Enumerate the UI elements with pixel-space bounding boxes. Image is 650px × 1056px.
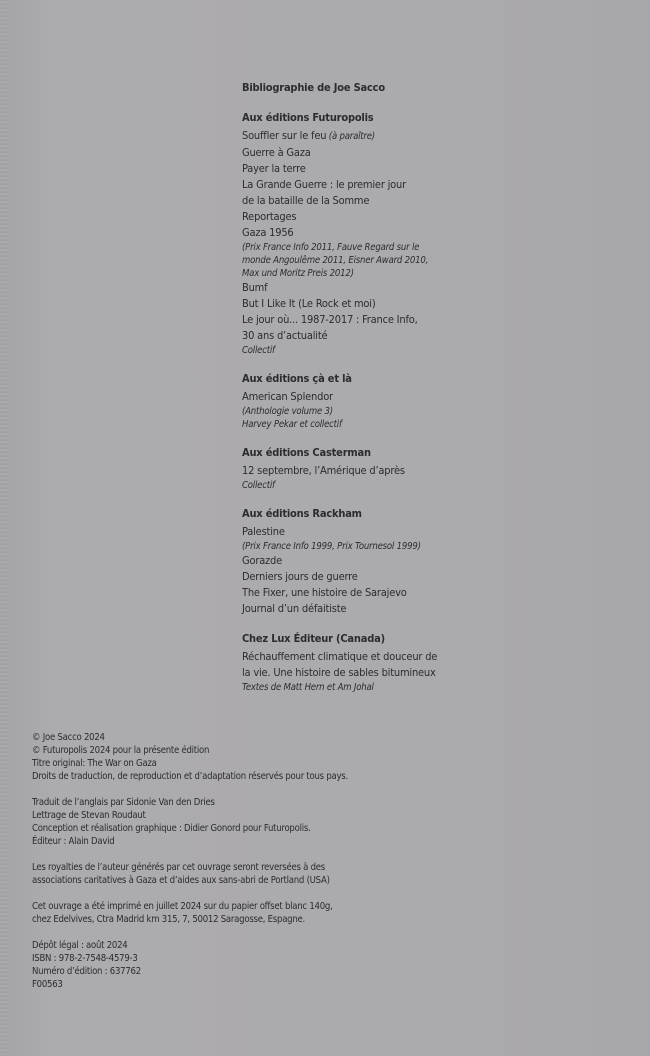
book-title-line: Derniers jours de guerre bbox=[242, 570, 358, 583]
bibliography-section bbox=[242, 110, 622, 357]
book-entry bbox=[242, 225, 622, 280]
book-note: Harvey Pekar et collectif bbox=[242, 419, 342, 430]
section-heading: Aux éditions Casterman bbox=[242, 446, 371, 459]
book-title-line: Reportages bbox=[242, 210, 297, 223]
book-entry bbox=[242, 161, 622, 177]
book-title-line: Guerre à Gaza bbox=[242, 146, 311, 159]
colophon bbox=[32, 731, 592, 1004]
book-note: Textes de Matt Hern et Am Johal bbox=[242, 682, 374, 693]
book-title-line: Le jour où... 1987-2017 : France Info, bbox=[242, 313, 418, 326]
book-title-line: Palestine bbox=[242, 525, 285, 538]
colophon-line: chez Edelvives, Ctra Madrid km 315, 7, 50012 Saragosse, Espagne. bbox=[32, 914, 305, 925]
book-entry bbox=[242, 177, 622, 209]
colophon-line: Dépôt légal : août 2024 bbox=[32, 940, 128, 951]
book-title-line: American Splendor bbox=[242, 390, 333, 403]
book-entry bbox=[242, 209, 622, 225]
book-entry bbox=[242, 312, 622, 357]
colophon-line: Lettrage de Stevan Roudaut bbox=[32, 810, 146, 821]
bibliography-section bbox=[242, 445, 622, 492]
book-note: (Anthologie volume 3) bbox=[242, 406, 333, 417]
book-title-line: Souffler sur le feu (à paraître) bbox=[242, 129, 375, 142]
book-title-line: But I Like It (Le Rock et moi) bbox=[242, 297, 376, 310]
book-entry bbox=[242, 601, 622, 617]
book-entry bbox=[242, 389, 622, 431]
colophon-block bbox=[32, 900, 592, 926]
colophon-block bbox=[32, 861, 592, 887]
book-note: Collectif bbox=[242, 480, 275, 491]
book-title-line: Réchauffement climatique et douceur de bbox=[242, 650, 438, 663]
colophon-block bbox=[32, 731, 592, 783]
bibliography-title: Bibliographie de Joe Sacco bbox=[242, 81, 385, 94]
section-heading: Aux éditions Rackham bbox=[242, 507, 362, 520]
book-entry bbox=[242, 524, 622, 553]
bibliography-sections bbox=[242, 110, 622, 694]
colophon-line: Les royalties de l’auteur générés par cet ouvrage seront reversées à des bbox=[32, 862, 325, 873]
book-note: (Prix France Info 1999, Prix Tournesol 1999) bbox=[242, 541, 421, 552]
book-title-line: de la bataille de la Somme bbox=[242, 194, 370, 207]
colophon-line: ISBN : 978-2-7548-4579-3 bbox=[32, 953, 138, 964]
bibliography-section bbox=[242, 631, 622, 694]
book-entry bbox=[242, 463, 622, 492]
colophon-line: Droits de traduction, de reproduction et d’adaptation réservés pour tous pays. bbox=[32, 771, 348, 782]
section-heading: Aux éditions çà et là bbox=[242, 372, 352, 385]
book-title-line: Journal d’un défaitiste bbox=[242, 602, 347, 615]
book-entry bbox=[242, 296, 622, 312]
colophon-line: Éditeur : Alain David bbox=[32, 836, 115, 847]
book-title-line: la vie. Une histoire de sables bitumineux bbox=[242, 666, 436, 679]
book-title-line: 30 ans d’actualité bbox=[242, 329, 328, 342]
book-entry bbox=[242, 128, 622, 145]
book-title-line: Gaza 1956 bbox=[242, 226, 294, 239]
colophon-line: Conception et réalisation graphique : Didier Gonord pour Futuropolis. bbox=[32, 823, 311, 834]
book-entry bbox=[242, 649, 622, 694]
book-title-line: Bumf bbox=[242, 281, 268, 294]
colophon-line: F00563 bbox=[32, 979, 63, 990]
book-note: Max und Moritz Preis 2012) bbox=[242, 268, 354, 279]
book-entry bbox=[242, 585, 622, 601]
colophon-line: Numéro d’édition : 637762 bbox=[32, 966, 141, 977]
book-entry bbox=[242, 569, 622, 585]
book-note: Collectif bbox=[242, 345, 275, 356]
book-note: (Prix France Info 2011, Fauve Regard sur le bbox=[242, 242, 420, 253]
book-entry bbox=[242, 553, 622, 569]
section-heading: Aux éditions Futuropolis bbox=[242, 111, 374, 124]
colophon-line: Traduit de l’anglais par Sidonie Van den Dries bbox=[32, 797, 215, 808]
book-note: monde Angoulême 2011, Eisner Award 2010, bbox=[242, 255, 429, 266]
colophon-line: © Joe Sacco 2024 bbox=[32, 732, 105, 743]
book-entry bbox=[242, 280, 622, 296]
book-entry bbox=[242, 145, 622, 161]
colophon-line: associations caritatives à Gaza et d’aides aux sans-abri de Portland (USA) bbox=[32, 875, 330, 886]
book-title-line: The Fixer, une histoire de Sarajevo bbox=[242, 586, 407, 599]
book-title-line: Gorazde bbox=[242, 554, 283, 567]
section-heading: Chez Lux Éditeur (Canada) bbox=[242, 632, 385, 645]
colophon-block bbox=[32, 939, 592, 991]
colophon-line: Cet ouvrage a été imprimé en juillet 2024 sur du papier offset blanc 140g, bbox=[32, 901, 333, 912]
colophon-line: © Futuropolis 2024 pour la présente édition bbox=[32, 745, 210, 756]
bibliography-section bbox=[242, 371, 622, 431]
colophon-block bbox=[32, 796, 592, 848]
book-title-line: Payer la terre bbox=[242, 162, 306, 175]
colophon-line: Titre original: The War on Gaza bbox=[32, 758, 157, 769]
book-inline-note: (à paraître) bbox=[326, 131, 375, 142]
bibliography bbox=[242, 80, 622, 708]
book-title-line: 12 septembre, l’Amérique d’après bbox=[242, 464, 405, 477]
book-title-line: La Grande Guerre : le premier jour bbox=[242, 178, 406, 191]
spine-edge bbox=[0, 0, 7, 1056]
bibliography-section bbox=[242, 506, 622, 617]
